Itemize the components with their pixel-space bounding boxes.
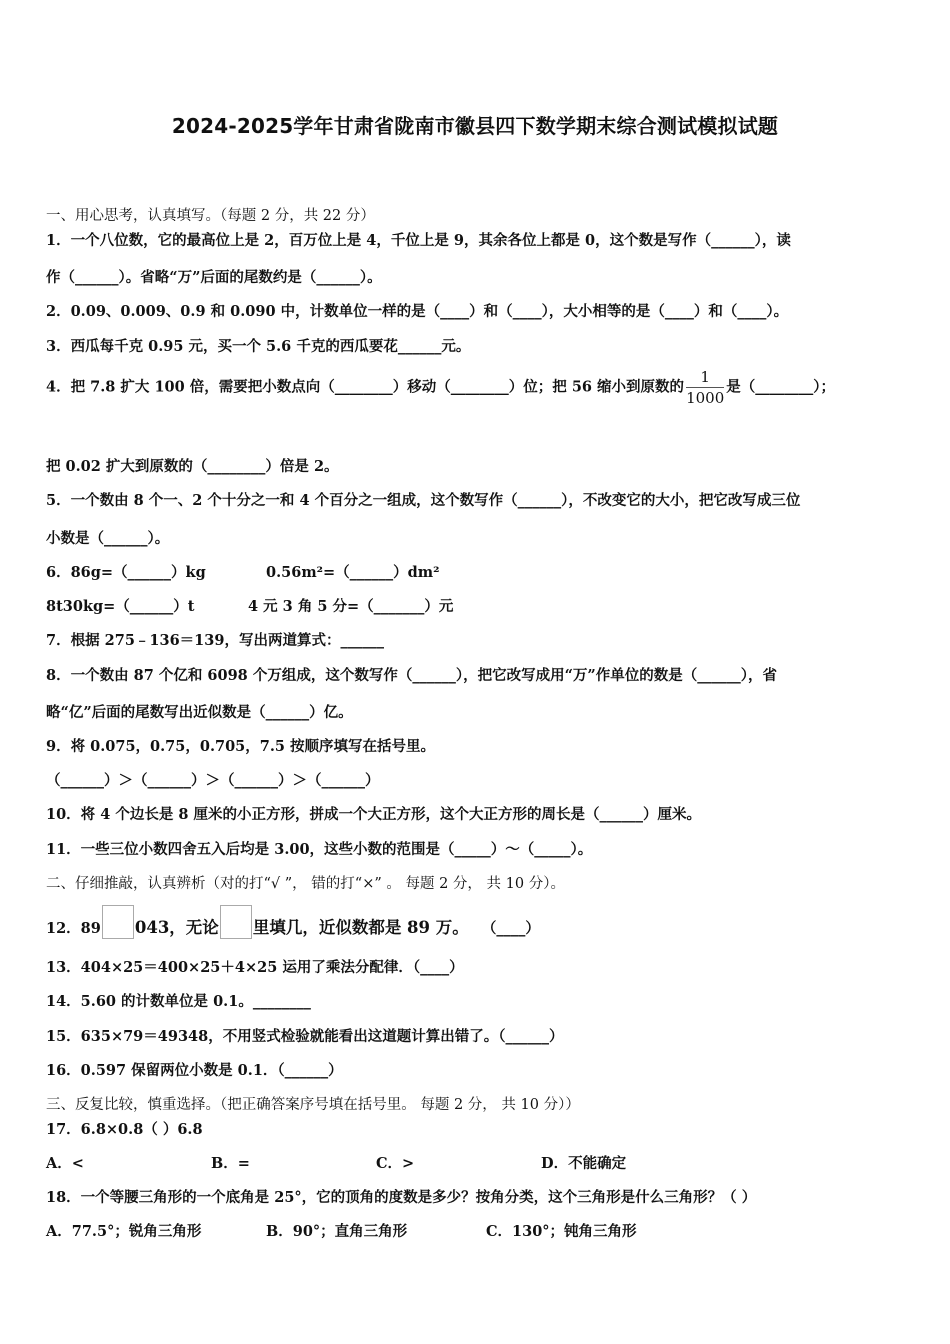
question-5-line-1: 5．一个数由 8 个一、2 个十分之一和 4 个百分之一组成，这个数写作（______），不改变它的大小，把它改写成三位 — [46, 492, 801, 509]
question-6-line-1 — [46, 561, 440, 582]
question-13: 13．404×25＝400×25＋4×25 运用了乘法分配律．（____） — [46, 959, 464, 976]
q12-part-c: 里填几，近似数都是 89 万。 — [252, 918, 469, 937]
question-8-line-1: 8．一个数由 87 个亿和 6098 个万组成，这个数写作（______），把它改写成用“万”作单位的数是（______），省 — [46, 667, 777, 684]
section-heading-1: 一、用心思考，认真填写。（每题 2 分，共 22 分） — [46, 208, 375, 224]
question-10: 10．将 4 个边长是 8 厘米的小正方形，拼成一个大正方形，这个大正方形的周长是（______）厘米。 — [46, 806, 702, 823]
question-11: 11．一些三位小数四舍五入后均是 3.00，这些小数的范围是（_____）～（_____）。 — [46, 841, 593, 858]
question-18-options — [46, 1220, 637, 1241]
q6-area-conversion: 0.56m²=（______）dm² — [266, 564, 440, 581]
question-5-line-2: 小数是（______）。 — [46, 530, 170, 547]
question-14: 14．5.60 的计数单位是 0.1。________ — [46, 993, 311, 1010]
question-18: 18．一个等腰三角形的一个底角是 25°，它的顶角的度数是多少？按角分类，这个三角形是什么三角形？（ ） — [46, 1189, 757, 1206]
question-9-line-2: （______）＞（______）＞（______）＞（______） — [46, 772, 380, 789]
q12-part-b: 043，无论 — [134, 918, 219, 937]
q17-option-b[interactable]: B．= — [211, 1155, 250, 1172]
q17-option-a[interactable]: A．< — [46, 1155, 84, 1172]
question-16: 16．0.597 保留两位小数是 0.1．（______） — [46, 1062, 343, 1079]
q18-option-c[interactable]: C．130°；钝角三角形 — [486, 1223, 637, 1240]
question-4-line-2: 把 0.02 扩大到原数的（________）倍是 2。 — [46, 458, 339, 475]
fraction-denominator: 1000 — [686, 389, 725, 407]
question-4-text: 4．把 7.8 扩大 100 倍，需要把小数点向（________）移动（________）位；把 56 缩小到原数的 — [46, 378, 685, 396]
question-3: 3．西瓜每千克 0.95 元，买一个 5.6 千克的西瓜要花______元。 — [46, 338, 471, 355]
question-1-line-1: 1．一个八位数，它的最高位上是 2，百万位上是 4，千位上是 9，其余各位上都是 0，这个数是写作（______），读 — [46, 232, 791, 249]
question-17-options — [46, 1152, 626, 1173]
question-15: 15．635×79＝49348，不用竖式检验就能看出这道题计算出错了。（______） — [46, 1028, 564, 1045]
q6-money-conversion: 4 元 3 角 5 分=（_______）元 — [248, 598, 454, 615]
fraction-numerator: 1 — [686, 367, 724, 388]
question-1-line-2: 作（______）。省略“万”后面的尾数约是（______）。 — [46, 269, 382, 286]
blank-box — [220, 905, 252, 939]
q12-answer-blank: （____） — [481, 920, 540, 937]
q18-option-b[interactable]: B．90°；直角三角形 — [266, 1223, 408, 1240]
question-6-line-2 — [46, 595, 453, 616]
question-9-line-1: 9．将 0.075，0.75，0.705，7.5 按顺序填写在括号里。 — [46, 738, 436, 755]
section-heading-2: 二、仔细推敲，认真辨析（对的打“√ ”， 错的打“×” 。 每题 2 分， 共 10 分）。 — [46, 876, 565, 892]
question-17: 17．6.8×0.8（ ）6.8 — [46, 1121, 203, 1138]
q6-ton-conversion: 8t30kg=（______）t — [46, 598, 195, 615]
question-8-line-2: 略“亿”后面的尾数写出近似数是（______）亿。 — [46, 704, 353, 721]
q17-option-d[interactable]: D．不能确定 — [541, 1155, 627, 1172]
question-7: 7．根据 275﹣136＝139，写出两道算式：______ — [46, 632, 384, 649]
q17-option-c[interactable]: C．> — [376, 1155, 415, 1172]
section-heading-3: 三、反复比较，慎重选择。（把正确答案序号填在括号里。 每题 2 分， 共 10 分）） — [46, 1097, 580, 1113]
q6-mass-conversion: 6．86g=（______）kg — [46, 564, 206, 581]
question-4-line-1 — [46, 367, 835, 408]
question-4-text-end: 是（________）； — [726, 378, 835, 396]
blank-box — [102, 905, 134, 939]
fraction-one-thousandth — [686, 367, 724, 408]
q18-option-a[interactable]: A．77.5°；锐角三角形 — [46, 1223, 202, 1240]
question-12 — [46, 905, 540, 939]
question-2: 2．0.09、0.009、0.9 和 0.090 中，计数单位一样的是（____）和（____），大小相等的是（____）和（____）。 — [46, 303, 789, 320]
q12-part-a: 12．89 — [46, 920, 101, 937]
page-title: 2024-2025学年甘肃省陇南市徽县四下数学期末综合测试模拟试题 — [171, 114, 779, 138]
